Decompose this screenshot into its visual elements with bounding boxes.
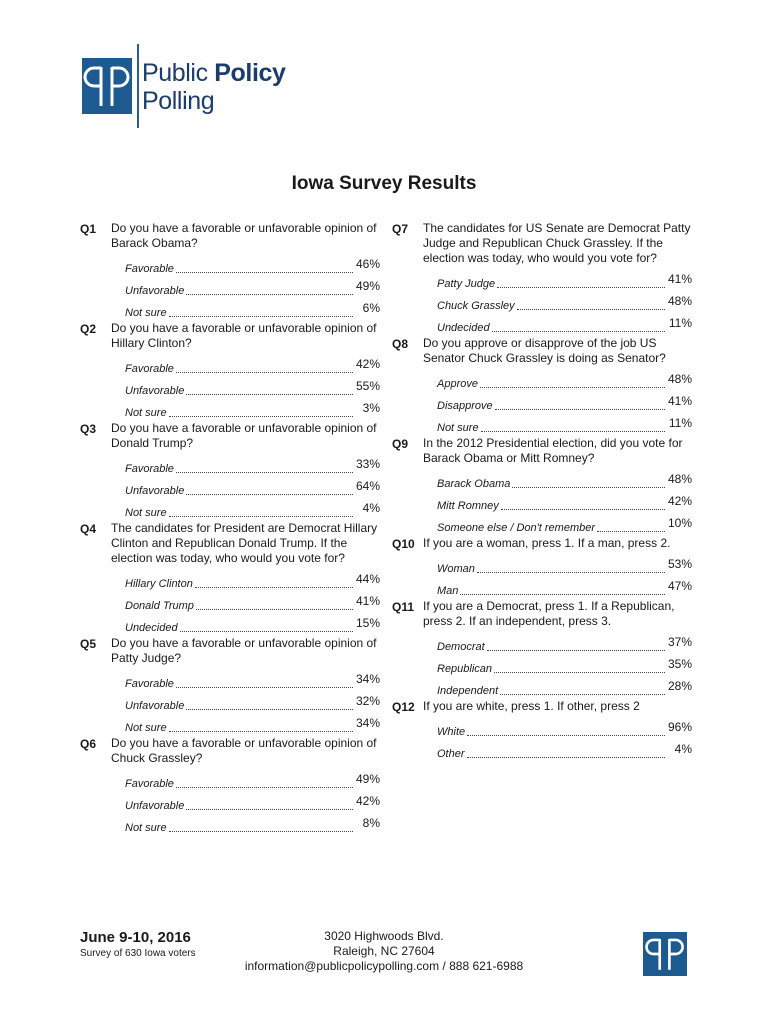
question-text: Do you have a favorable or unfavorable opinion of Barack Obama? xyxy=(111,221,377,250)
question-number: Q9 xyxy=(392,437,409,451)
question-block xyxy=(392,536,692,599)
dot-leader xyxy=(501,509,665,510)
answer-label: Disapprove xyxy=(437,400,493,412)
answer-row xyxy=(437,514,692,536)
footer-ppp-logo-icon xyxy=(643,932,687,976)
question-text: The candidates for US Senate are Democrat Patty Judge and Republican Chuck Grassley. If the election was today, who would you vote for? xyxy=(423,221,691,265)
answer-row xyxy=(125,770,380,792)
question-text: The candidates for President are Democrat Hillary Clinton and Republican Donald Trump. If the election was today, who would you vote for? xyxy=(111,521,378,565)
question-text: Do you have a favorable or unfavorable opinion of Chuck Grassley? xyxy=(111,736,377,765)
brand-name-bold: Policy xyxy=(214,59,286,87)
dot-leader xyxy=(480,387,665,388)
question-number: Q4 xyxy=(80,522,97,536)
dot-leader xyxy=(512,487,665,488)
question-block xyxy=(392,599,692,699)
answer-row xyxy=(437,370,692,392)
dot-leader xyxy=(492,331,665,332)
page-title: Iowa Survey Results xyxy=(291,173,477,194)
dot-leader xyxy=(176,372,353,373)
question-number: Q3 xyxy=(80,422,97,436)
answer-label: Not sure xyxy=(125,822,167,834)
footer-contact: information@publicpolicypolling.com / 888 621-6988 xyxy=(244,959,524,973)
dot-leader xyxy=(169,831,353,832)
answer-percent: 15% xyxy=(355,616,380,630)
question-text: If you are a woman, press 1. If a man, press 2. xyxy=(423,536,671,550)
answer-row xyxy=(125,377,380,399)
answer-label: Republican xyxy=(437,663,493,675)
answer-percent: 41% xyxy=(667,272,692,286)
dot-leader xyxy=(176,787,353,788)
dot-leader xyxy=(477,572,665,573)
question-text: If you are a Democrat, press 1. If a Republican, press 2. If an independent, press 3. xyxy=(423,599,675,628)
answer-row xyxy=(125,255,380,277)
answer-percent: 48% xyxy=(667,372,692,386)
dot-leader xyxy=(169,316,353,317)
dot-leader xyxy=(517,309,665,310)
dot-leader xyxy=(460,594,665,595)
question-text: If you are white, press 1. If other, press 2 xyxy=(423,699,640,713)
answer-percent: 32% xyxy=(355,694,380,708)
question-number: Q11 xyxy=(392,600,415,614)
question-number: Q2 xyxy=(80,322,97,336)
dot-leader xyxy=(467,757,665,758)
answer-row xyxy=(125,692,380,714)
answer-percent: 4% xyxy=(674,742,692,756)
answer-label: Not sure xyxy=(437,422,479,434)
footer-survey: Survey of 630 Iowa voters xyxy=(80,948,196,959)
answer-percent: 34% xyxy=(355,672,380,686)
answer-label: Not sure xyxy=(125,407,167,419)
answer-row xyxy=(437,470,692,492)
answer-label: Favorable xyxy=(125,263,174,275)
answer-row xyxy=(437,633,692,655)
answer-label: Unfavorable xyxy=(125,285,185,297)
footer-date: June 9-10, 2016 xyxy=(80,929,191,946)
dot-leader xyxy=(500,694,665,695)
answer-percent: 55% xyxy=(355,379,380,393)
dot-leader xyxy=(481,431,665,432)
answer-row xyxy=(437,414,692,436)
question-block xyxy=(392,436,692,536)
answer-percent: 8% xyxy=(362,816,380,830)
brand-logo xyxy=(82,44,302,128)
answer-label: Barack Obama xyxy=(437,478,511,490)
brand-name-regular: Public xyxy=(142,59,208,87)
answer-label: Donald Trump xyxy=(125,600,194,612)
answer-label: Unfavorable xyxy=(125,800,185,812)
answer-row xyxy=(125,499,380,521)
answer-percent: 46% xyxy=(355,257,380,271)
answer-row xyxy=(125,714,380,736)
dot-leader xyxy=(186,809,353,810)
dot-leader xyxy=(467,735,665,736)
dot-leader xyxy=(176,687,353,688)
question-text: Do you have a favorable or unfavorable opinion of Donald Trump? xyxy=(111,421,377,450)
answer-percent: 3% xyxy=(362,401,380,415)
answer-label: Democrat xyxy=(437,641,485,653)
dot-leader xyxy=(186,709,353,710)
answer-row xyxy=(437,718,692,740)
answer-label: White xyxy=(437,726,466,738)
question-block xyxy=(392,336,692,436)
answer-label: Favorable xyxy=(125,363,174,375)
answer-percent: 11% xyxy=(668,316,692,330)
answer-label: Not sure xyxy=(125,307,167,319)
answer-percent: 47% xyxy=(667,579,692,593)
question-block xyxy=(392,221,692,336)
question-number: Q8 xyxy=(392,337,409,351)
question-number: Q6 xyxy=(80,737,97,751)
answer-row xyxy=(125,399,380,421)
answer-label: Unfavorable xyxy=(125,485,185,497)
dot-leader xyxy=(169,731,353,732)
answer-row xyxy=(125,277,380,299)
answer-label: Undecided xyxy=(437,322,490,334)
answer-label: Favorable xyxy=(125,678,174,690)
answer-label: Woman xyxy=(437,563,475,575)
answer-row xyxy=(437,270,692,292)
footer-address-line1: 3020 Highwoods Blvd. xyxy=(324,929,444,943)
answer-label: Unfavorable xyxy=(125,385,185,397)
dot-leader xyxy=(169,516,353,517)
answer-label: Favorable xyxy=(125,778,174,790)
answer-label: Someone else / Don't remember xyxy=(437,522,596,534)
answer-percent: 42% xyxy=(355,794,380,808)
answer-label: Not sure xyxy=(125,722,167,734)
left-column xyxy=(80,221,380,836)
dot-leader xyxy=(186,294,353,295)
question-text: Do you have a favorable or unfavorable opinion of Hillary Clinton? xyxy=(111,321,377,350)
dot-leader xyxy=(176,272,353,273)
logo-divider xyxy=(137,44,139,128)
answer-percent: 34% xyxy=(355,716,380,730)
answer-percent: 49% xyxy=(355,772,380,786)
answer-percent: 42% xyxy=(667,494,692,508)
answer-row xyxy=(125,355,380,377)
answer-percent: 96% xyxy=(667,720,692,734)
answer-percent: 28% xyxy=(667,679,692,693)
ppp-logo-icon xyxy=(82,58,132,114)
answer-percent: 48% xyxy=(667,294,692,308)
brand-name-line2: Polling xyxy=(142,87,215,115)
answer-label: Patty Judge xyxy=(437,278,496,290)
answer-label: Other xyxy=(437,748,465,760)
answer-row xyxy=(437,677,692,699)
dot-leader xyxy=(186,494,353,495)
answer-label: Favorable xyxy=(125,463,174,475)
answer-percent: 41% xyxy=(355,594,380,608)
answer-percent: 53% xyxy=(667,557,692,571)
dot-leader xyxy=(597,531,665,532)
answer-percent: 35% xyxy=(667,657,692,671)
answer-row xyxy=(125,570,380,592)
answer-percent: 42% xyxy=(355,357,380,371)
answer-row xyxy=(437,555,692,577)
footer-address-line2: Raleigh, NC 27604 xyxy=(333,944,435,958)
answer-row xyxy=(437,740,692,762)
question-number: Q1 xyxy=(80,222,97,236)
answer-percent: 41% xyxy=(667,394,692,408)
answer-row xyxy=(437,492,692,514)
answer-percent: 37% xyxy=(667,635,692,649)
answer-percent: 64% xyxy=(355,479,380,493)
dot-leader xyxy=(495,409,665,410)
answer-row xyxy=(437,577,692,599)
answer-row xyxy=(125,670,380,692)
answer-label: Approve xyxy=(437,378,478,390)
answer-percent: 33% xyxy=(355,457,380,471)
question-block xyxy=(80,421,380,521)
question-text: Do you approve or disapprove of the job US Senator Chuck Grassley is doing as Senator? xyxy=(423,336,666,365)
dot-leader xyxy=(169,416,353,417)
answer-label: Mitt Romney xyxy=(437,500,499,512)
answer-percent: 11% xyxy=(668,416,692,430)
answer-row xyxy=(125,592,380,614)
answer-label: Not sure xyxy=(125,507,167,519)
answer-row xyxy=(437,292,692,314)
dot-leader xyxy=(176,472,353,473)
dot-leader xyxy=(497,287,665,288)
answer-label: Unfavorable xyxy=(125,700,185,712)
question-number: Q5 xyxy=(80,637,97,651)
answer-percent: 44% xyxy=(355,572,380,586)
answer-percent: 6% xyxy=(362,301,380,315)
answer-label: Independent xyxy=(437,685,499,697)
answer-row xyxy=(125,814,380,836)
answer-row xyxy=(125,614,380,636)
answer-label: Chuck Grassley xyxy=(437,300,515,312)
dot-leader xyxy=(195,587,353,588)
question-number: Q10 xyxy=(392,537,415,551)
question-number: Q7 xyxy=(392,222,409,236)
answer-row xyxy=(125,792,380,814)
answer-row xyxy=(125,455,380,477)
answer-row xyxy=(437,392,692,414)
answer-percent: 4% xyxy=(362,501,380,515)
question-block xyxy=(392,699,692,762)
dot-leader xyxy=(196,609,353,610)
answer-percent: 10% xyxy=(667,516,692,530)
question-block xyxy=(80,221,380,321)
answer-row xyxy=(125,299,380,321)
answer-row xyxy=(125,477,380,499)
question-block xyxy=(80,636,380,736)
dot-leader xyxy=(186,394,353,395)
dot-leader xyxy=(180,631,353,632)
right-column xyxy=(392,221,692,762)
question-text: Do you have a favorable or unfavorable opinion of Patty Judge? xyxy=(111,636,377,665)
brand-name xyxy=(142,59,286,115)
question-block xyxy=(80,521,380,636)
question-text: In the 2012 Presidential election, did you vote for Barack Obama or Mitt Romney? xyxy=(423,436,683,465)
dot-leader xyxy=(487,650,665,651)
dot-leader xyxy=(494,672,665,673)
answer-percent: 49% xyxy=(355,279,380,293)
answer-percent: 48% xyxy=(667,472,692,486)
answer-label: Hillary Clinton xyxy=(125,578,193,590)
footer-address xyxy=(226,929,542,974)
answer-row xyxy=(437,314,692,336)
question-block xyxy=(80,321,380,421)
question-block xyxy=(80,736,380,836)
answer-row xyxy=(437,655,692,677)
answer-label: Man xyxy=(437,585,459,597)
question-number: Q12 xyxy=(392,700,415,714)
answer-label: Undecided xyxy=(125,622,178,634)
